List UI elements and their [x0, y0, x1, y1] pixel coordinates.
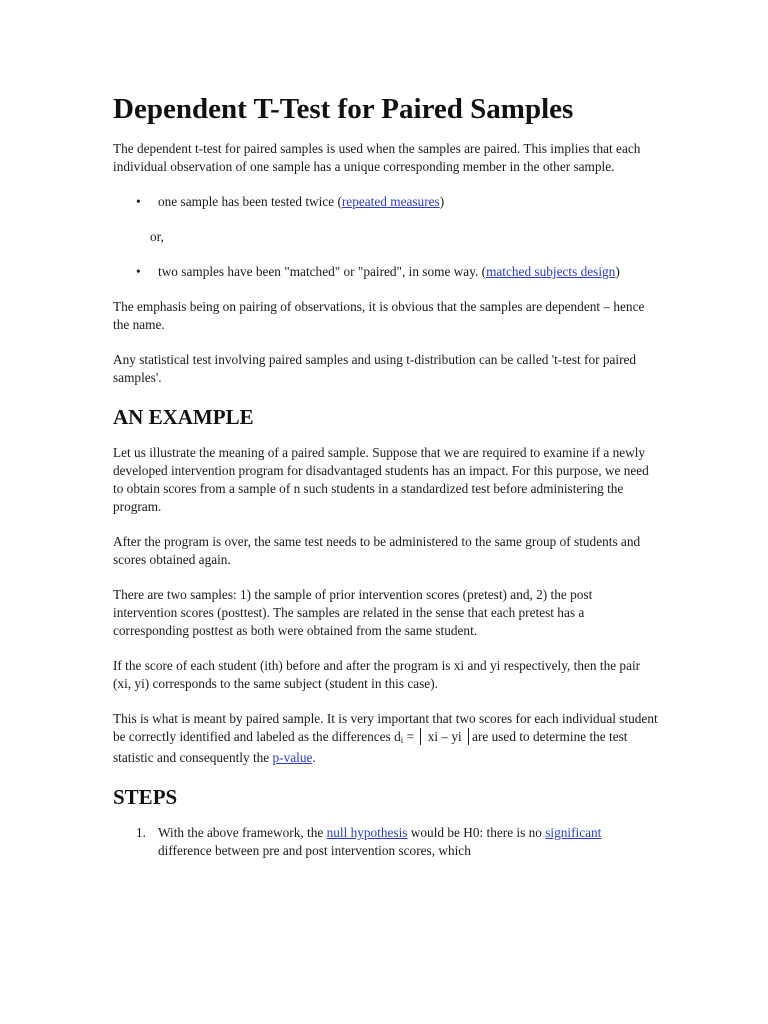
- example-paragraph: If the score of each student (ith) before and after the program is xi and yi respectively, then the pair (xi, yi) corresponds to the same subject (student in this case).: [113, 658, 641, 691]
- pairing-bullet-list: [113, 193, 658, 211]
- bullet-icon: •: [136, 194, 141, 209]
- paragraph-text-cont: are used to determine the test statistic and consequently the: [113, 729, 628, 765]
- bullet-text-end: ): [615, 264, 620, 279]
- example-paragraph: There are two samples: 1) the sample of prior intervention scores (pretest) and, 2) the post intervention scores (posttest). The samples are related in the sense that each pretest has a corresponding posttest as both were obtained from the same student.: [113, 587, 593, 638]
- or-separator: or,: [150, 229, 164, 244]
- list-item: [113, 193, 658, 211]
- p-value-link[interactable]: p-value: [272, 750, 313, 765]
- paired-sample-paragraph: [113, 710, 658, 767]
- any-test-paragraph: Any statistical test involving paired samples and using t-distribution can be called 't-test for paired samples'.: [113, 352, 637, 385]
- matched-subjects-design-link[interactable]: matched subjects design: [486, 264, 616, 279]
- bullet-text: one sample has been tested twice (: [158, 194, 342, 209]
- paragraph-end: .: [312, 750, 316, 765]
- absolute-bar-left: [420, 728, 421, 745]
- absolute-bar-right: [468, 728, 469, 745]
- difference-expression: xi – yi: [424, 729, 466, 744]
- example-heading: AN EXAMPLE: [113, 405, 254, 429]
- step-text-mid: would be H0: there is no: [407, 825, 546, 840]
- step-text-end: difference between pre and post intervention scores, which: [158, 843, 471, 858]
- subscript-i: i: [400, 735, 404, 745]
- equals-sign: =: [403, 729, 418, 744]
- paragraph-text: This is what is meant by paired sample. It is very important that two scores for each individual student be correctly identified and labeled as the differences d: [113, 711, 658, 744]
- emphasis-paragraph: The emphasis being on pairing of observations, it is obvious that the samples are dependent – hence the name.: [113, 299, 645, 332]
- significant-link[interactable]: significant: [545, 825, 602, 840]
- matching-bullet-list: [113, 263, 658, 281]
- step-text: With the above framework, the: [158, 825, 327, 840]
- example-paragraph: Let us illustrate the meaning of a paired sample. Suppose that we are required to examine if a newly developed intervention program for disadvantaged students has an impact. For this purpose, we need to obtain scores from a sample of n such students in a standardized test before administering the program.: [113, 445, 649, 514]
- list-item: [113, 824, 658, 860]
- step-number: 1.: [136, 825, 146, 840]
- example-paragraph: After the program is over, the same test needs to be administered to the same group of students and scores obtained again.: [113, 534, 641, 567]
- repeated-measures-link[interactable]: repeated measures: [341, 194, 440, 209]
- page-title: Dependent T-Test for Paired Samples: [113, 93, 574, 125]
- document-page: [113, 92, 658, 860]
- null-hypothesis-link[interactable]: null hypothesis: [326, 825, 408, 840]
- steps-list: [113, 824, 658, 860]
- bullet-text: two samples have been "matched" or "paired", in some way. (: [158, 264, 487, 279]
- bullet-icon: •: [136, 264, 141, 279]
- intro-paragraph: The dependent t-test for paired samples is used when the samples are paired. This implies that each individual observation of one sample has a unique corresponding member in the other sample.: [113, 141, 641, 174]
- bullet-text-end: ): [439, 194, 445, 209]
- steps-heading: STEPS: [113, 785, 178, 809]
- list-item: [113, 263, 658, 281]
